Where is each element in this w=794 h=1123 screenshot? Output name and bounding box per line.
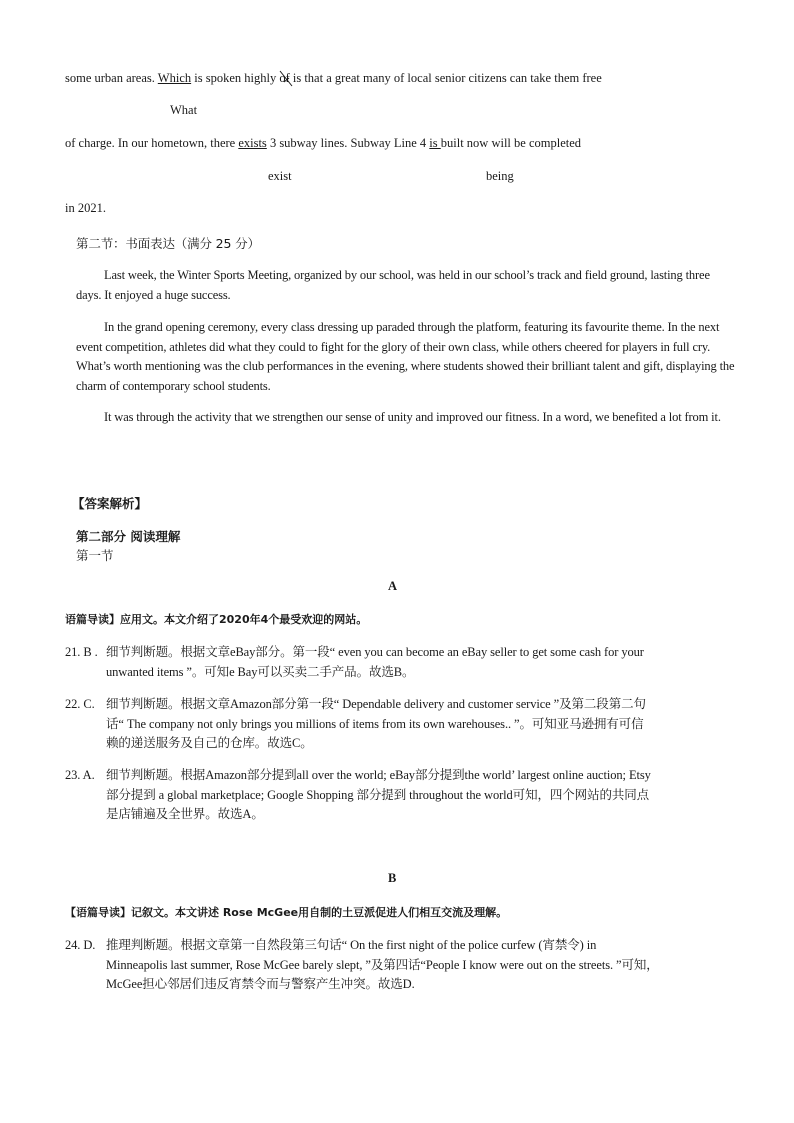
- correction-fix-exist: exist: [268, 169, 292, 183]
- answer-line: 部分提到 a global marketplace; Google Shopping 部分提到 throughout the world可知，四个网站的共同点: [106, 787, 650, 802]
- answer-item-21: [65, 643, 745, 683]
- answer-line: unwanted items ”。可知e Bay可以买卖二手产品。故选B。: [106, 664, 415, 679]
- answer-number: 24. D.: [65, 938, 96, 952]
- answer-line: Minneapolis last summer, Rose McGee barely slept, ”及第四话“People I know were out on the streets. ”可知，: [106, 957, 659, 972]
- answer-line: 是店铺遍及全世界。故选A。: [106, 807, 264, 821]
- correction-line-2-middle: 3 subway lines. Subway Line 4: [266, 136, 430, 150]
- correction-line-2: [65, 136, 581, 151]
- passage-a-intro: 语篇导读】应用文。本文介绍了2020年4个最受欢迎的网站。: [65, 613, 368, 626]
- answer-item-22: [65, 695, 745, 755]
- answers-part-heading: 第二部分 阅读理解: [76, 529, 181, 544]
- underlined-word-is: is: [429, 136, 441, 150]
- passage-a-letter: A: [388, 579, 398, 593]
- underlined-word-which: Which: [157, 71, 192, 85]
- correction-line-2-after: built now will be completed: [440, 136, 582, 150]
- answer-line: 推理判断题。根据文章第一自然段第三句话“ On the first night of the police curfew (宵禁令) in: [106, 938, 597, 952]
- passage-b-intro: 【语篇导读】记叙文。本文讲述 Rose McGee用自制的土豆派促进人们相互交流及理解。: [65, 906, 508, 919]
- writing-paragraph-2: In the grand opening ceremony, every class dressing up paraded through the platform, featuring its favourite theme. In the next event competition, athletes did what they could to fight for the glory of their own class, while others cheered for players in full cry. What’s worth mentioning was the club performances in the evening, where students showed their brilliant talent and gift, displaying the charm of contemporary school students.: [76, 320, 735, 393]
- correction-line-3: in 2021.: [65, 201, 106, 215]
- answer-line: 细节判断题。根据文章Amazon部分第一段“ Dependable delivery and customer service ”及第二段第二句: [106, 697, 646, 711]
- answer-line: 细节判断题。根据文章eBay部分。第一段“ even you can become an eBay seller to get some cash for your: [106, 645, 644, 659]
- answers-title: 【答案解析】: [72, 496, 148, 511]
- answer-line: McGee担心邻居们违反宵禁令而与警察产生冲突。故选D.: [106, 977, 415, 991]
- writing-paragraph-3: It was through the activity that we strengthen our sense of unity and improved our fitness. In a word, we benefited a lot from it.: [104, 410, 721, 424]
- deleted-word-of: of: [279, 71, 289, 86]
- answer-number: 23. A.: [65, 768, 95, 782]
- answer-line: 话“ The company not only brings you millions of items from its own warehouses.. ”。可知亚马逊拥有可信: [106, 716, 644, 731]
- answer-number: 21. B .: [65, 645, 98, 659]
- underlined-word-exists: exists: [238, 136, 267, 150]
- deletion-mark-icon: [278, 68, 294, 88]
- correction-line-2-before: of charge. In our hometown, there: [65, 136, 239, 150]
- writing-paragraph-1: Last week, the Winter Sports Meeting, organized by our school, was held in our school’s track and field ground, lasting three days. It enjoyed a huge success.: [76, 268, 710, 302]
- answers-section-heading: 第一节: [76, 548, 114, 563]
- passage-b-letter: B: [388, 871, 397, 885]
- answer-item-23: [65, 766, 745, 826]
- answer-number: 22. C.: [65, 697, 95, 711]
- writing-heading: 第二节：书面表达（满分 25 分）: [76, 236, 260, 251]
- correction-line-1-before: some urban areas.: [65, 71, 158, 85]
- answer-item-24: [65, 936, 745, 996]
- answer-line: 赖的递送服务及自己的仓库。故选C。: [106, 736, 313, 750]
- correction-line-1: [65, 71, 602, 86]
- correction-fix-what: What: [170, 103, 198, 117]
- correction-line-1-after: is that a great many of local senior citizens can take them free: [289, 71, 602, 85]
- answer-line: 细节判断题。根据Amazon部分提到all over the world; eBay部分提到the world’ largest online auction; Etsy: [106, 768, 651, 782]
- correction-fix-being: being: [486, 169, 514, 183]
- correction-line-1-middle: is spoken highly: [191, 71, 280, 85]
